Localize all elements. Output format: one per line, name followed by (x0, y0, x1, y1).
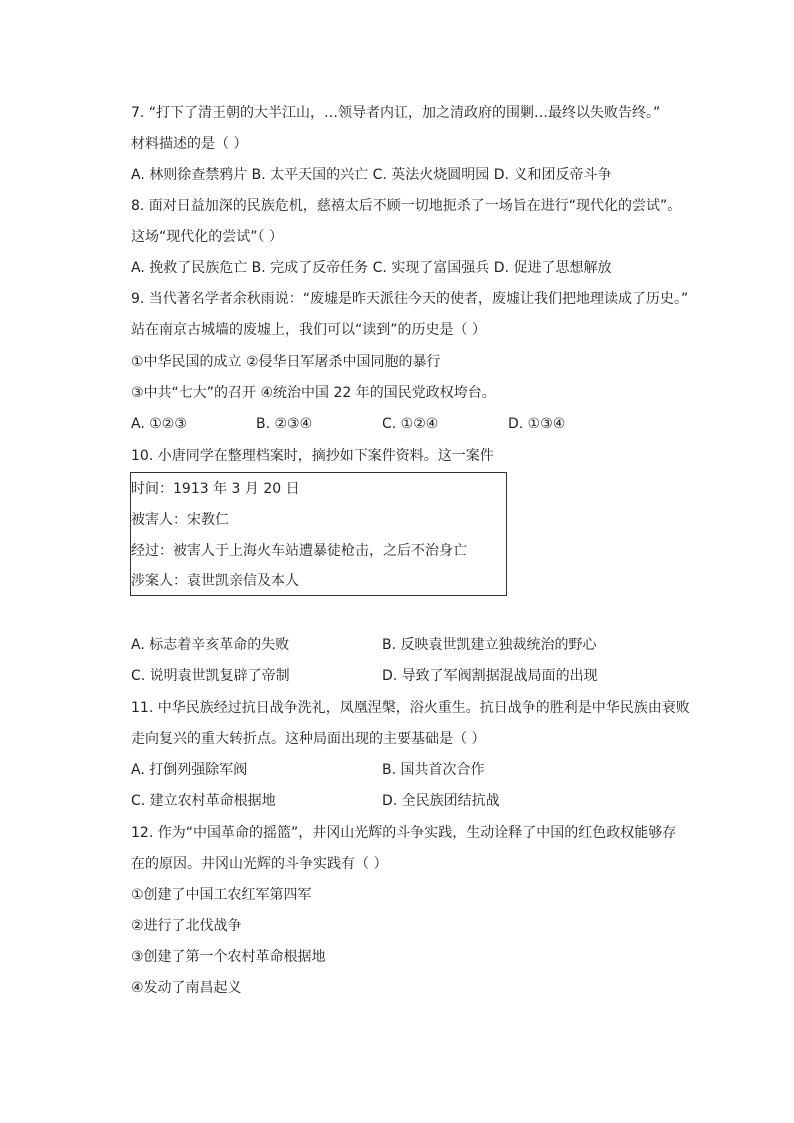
q8-options: A. 挽救了民族危亡 B. 完成了反帝任务 C. 实现了富国强兵 D. 促进了思想解放 (131, 260, 612, 276)
q8-stem-line2: 这场“现代化的尝试”（ ） (131, 229, 283, 245)
q9-option-d: D. ①③④ (508, 416, 566, 432)
case-suspect: 涉案人：袁世凯亲信及本人 (131, 573, 299, 589)
q7-stem-line1: 7. “打下了清王朝的大半江山，…领导者内讧，加之清政府的围剿…最终以失败告终。” (131, 105, 661, 121)
q11-stem-line1: 11. 中华民族经过抗日战争洗礼，凤凰涅槃，浴火重生。抗日战争的胜利是中华民族由衰败 (131, 700, 690, 716)
q11-stem-line2: 走向复兴的重大转折点。这种局面出现的主要基础是（ ） (131, 731, 486, 747)
case-time: 时间：1913 年 3 月 20 日 (131, 481, 300, 497)
q11-option-d: D. 全民族团结抗战 (382, 793, 500, 809)
q9-option-a: A. ①②③ (131, 416, 187, 432)
case-process: 经过：被害人于上海火车站遭暴徒枪击，之后不治身亡 (131, 543, 467, 559)
q11-option-c: C. 建立农村革命根据地 (131, 793, 276, 809)
q9-option-c: C. ①②④ (382, 416, 439, 432)
q10-stem: 10. 小唐同学在整理档案时，摘抄如下案件资料。这一案件 (131, 448, 494, 464)
q9-item-line1: ①中华民国的成立 ②侵华日军屠杀中国同胞的暴行 (131, 354, 441, 370)
q9-stem-line1: 9. 当代著名学者余秋雨说：“废墟是昨天派往今天的使者，废墟让我们把地理读成了历史。” (131, 291, 689, 307)
q9-stem-line2: 站在南京古城墙的废墟上，我们可以“读到”的历史是（ ） (131, 322, 486, 338)
q9-item-line2: ③中共“七大”的召开 ④统治中国 22 年的国民党政权垮台。 (131, 385, 496, 401)
q7-options: A. 林则徐查禁鸦片 B. 太平天国的兴亡 C. 英法火烧圆明园 D. 义和团反帝斗争 (131, 167, 612, 183)
q7-stem-line2: 材料描述的是（ ） (131, 136, 248, 152)
q10-option-a: A. 标志着辛亥革命的失败 (131, 637, 290, 653)
q12-item-1: ①创建了中国工农红军第四军 (131, 887, 312, 903)
case-record-box (130, 472, 507, 596)
q9-option-b: B. ②③④ (256, 416, 313, 432)
q12-item-2: ②进行了北伐战争 (131, 918, 242, 934)
q12-item-4: ④发动了南昌起义 (131, 980, 242, 996)
case-victim: 被害人：宋教仁 (131, 512, 229, 528)
q12-item-3: ③创建了第一个农村革命根据地 (131, 949, 326, 965)
q10-option-c: C. 说明袁世凯复辟了帝制 (131, 668, 290, 684)
q12-stem-line1: 12. 作为“中国革命的摇篮”，井冈山光辉的斗争实践，生动诠释了中国的红色政权能够存 (131, 825, 677, 841)
q10-option-d: D. 导致了军阀割据混战局面的出现 (382, 668, 598, 684)
q12-stem-line2: 在的原因。井冈山光辉的斗争实践有（ ） (131, 856, 388, 872)
q11-option-b: B. 国共首次合作 (382, 762, 485, 778)
q8-stem-line1: 8. 面对日益加深的民族危机，慈禧太后不顾一切地扼杀了一场旨在进行“现代化的尝试”。 (131, 198, 682, 214)
q11-option-a: A. 打倒列强除军阀 (131, 762, 248, 778)
q10-option-b: B. 反映袁世凯建立独裁统治的野心 (382, 637, 597, 653)
